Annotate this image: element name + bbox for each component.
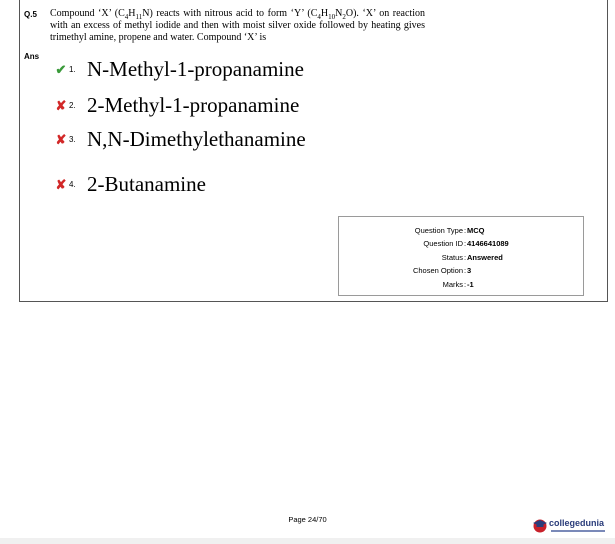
info-question-type: Question Type : MCQ — [414, 226, 485, 235]
option-number: 1. — [69, 65, 76, 74]
info-status: Status : Answered — [441, 253, 503, 262]
question-text: Compound ‘X’ $(C_4H_{11}N)$ reacts with nitrous acid to form ‘Y’ $(C_4H_{10}N_2O)$. ‘X’ on reaction with an excess of methyl iodide and then with moist silver oxide followed by heating gives trimethyl amine, propene and water. Compound ‘X’ is — [50, 8, 425, 43]
question-number: Q.5 — [24, 10, 37, 19]
option-number: 2. — [69, 101, 76, 110]
cross-icon: ✘ — [55, 98, 67, 113]
option-text: N-Methyl-1-propanamine — [87, 57, 304, 81]
option-4 — [54, 172, 206, 197]
cross-icon: ✘ — [55, 177, 67, 192]
option-text: 2-Butanamine — [87, 172, 206, 196]
info-marks: Marks : -1 — [442, 280, 474, 289]
option-text: N,N-Dimethylethanamine — [87, 127, 306, 151]
answer-label: Ans — [24, 52, 40, 61]
graduation-cap-icon — [532, 517, 548, 533]
logo-tagline — [551, 530, 605, 532]
question-info-box — [338, 216, 584, 296]
option-number: 4. — [69, 180, 76, 189]
info-chosen-option: Chosen Option : 3 — [412, 266, 472, 275]
option-1 — [54, 57, 304, 82]
option-2 — [54, 93, 299, 118]
bottom-strip — [0, 538, 615, 544]
logo-text: collegedunia — [549, 518, 605, 528]
check-icon: ✔ — [55, 62, 67, 77]
option-text: 2-Methyl-1-propanamine — [87, 93, 300, 117]
cross-icon: ✘ — [55, 132, 67, 147]
collegedunia-logo — [532, 514, 610, 540]
page-number: Page 24/70 — [288, 515, 327, 524]
option-3 — [54, 127, 306, 152]
option-number: 3. — [69, 135, 76, 144]
info-question-id: Question ID : 4146641089 — [423, 239, 509, 248]
